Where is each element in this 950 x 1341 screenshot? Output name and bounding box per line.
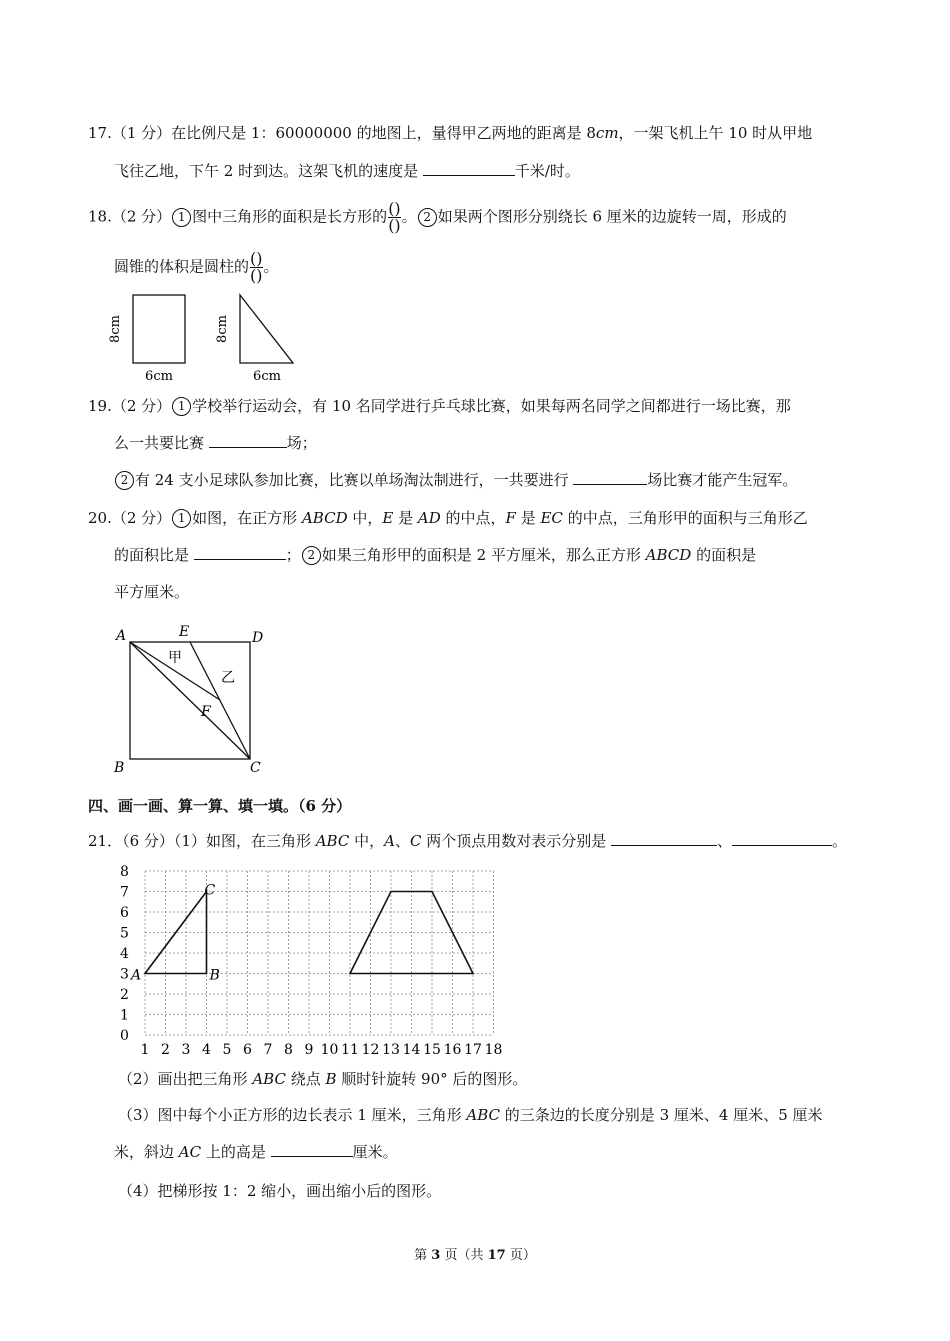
q19-answer-blank-2[interactable] <box>573 470 647 485</box>
grid-x-label: 1 <box>140 1042 150 1058</box>
label-c: C <box>250 760 261 776</box>
grid-x-label: 12 <box>361 1042 380 1058</box>
q18-line2: 圆锥的体积是圆柱的 $\frac{()}{()}$ 。 <box>114 249 279 285</box>
grid-x-axis-labels <box>141 1042 503 1058</box>
grid-x-label: 8 <box>284 1042 293 1058</box>
grid-x-label: 7 <box>263 1042 273 1058</box>
grid-y-label: 8 <box>120 864 129 880</box>
rect-height-label: 8cm <box>108 315 123 343</box>
grid-x-label: 15 <box>423 1042 441 1058</box>
q18-line1: 18.（2 分） 1 图中三角形的面积是长方形的 $\frac{()}{()}$ 。 2 如果两个图形分别绕长 6 厘米的边旋转一周，形成的 <box>88 199 787 235</box>
grid-x-label: 6 <box>243 1042 252 1058</box>
grid-y-label: 3 <box>120 966 129 983</box>
grid-label-a: A <box>131 967 142 984</box>
segment-ec <box>190 642 250 759</box>
label-e: E <box>179 624 190 640</box>
grid-x-label: 14 <box>402 1042 421 1058</box>
circled-number-1: 1 <box>172 397 191 416</box>
label-yi: 乙 <box>221 670 235 686</box>
rect-width-label: 6cm <box>145 369 173 384</box>
grid-y-label: 6 <box>120 905 129 921</box>
circled-number-1: 1 <box>172 509 191 528</box>
circled-number-2: 2 <box>302 546 321 565</box>
diagonal-ac <box>130 642 250 759</box>
grid-x-label: 4 <box>202 1042 211 1058</box>
q19-line1: 19.（2 分） 1 学校举行运动会，有 10 名同学进行乒乓球比赛，如果每两名同学之间都进行一场比赛，那 <box>88 397 791 415</box>
q17-answer-blank[interactable] <box>423 161 515 176</box>
grid-x-label: 11 <box>341 1042 359 1058</box>
triangle-shape <box>240 295 293 363</box>
page-footer: 第 3 页（共 17 页） <box>414 1248 536 1263</box>
q21-answer-blank-a[interactable] <box>611 831 717 846</box>
q20-line1: 20.（2 分） 1 如图，在正方形 ABCD 中，E 是 AD 的中点，F 是 EC 的中点，三角形甲的面积与三角形乙 <box>88 509 808 527</box>
grid-y-axis-labels <box>120 864 129 1044</box>
grid-x-label: 5 <box>222 1042 232 1058</box>
tri-width-label: 6cm <box>253 369 281 384</box>
grid-y-label: 0 <box>120 1028 129 1044</box>
label-b: B <box>114 760 125 776</box>
tri-height-label: 8cm <box>215 315 230 343</box>
grid-lines <box>145 871 494 1035</box>
section-4-heading: 四、画一画、算一算、填一填。（6 分） <box>88 797 352 815</box>
rectangle-shape <box>133 295 185 363</box>
circled-number-2: 2 <box>115 471 134 490</box>
q18-figure <box>105 285 315 385</box>
q20-line3: 平方厘米。 <box>114 583 190 601</box>
grid-y-label: 5 <box>120 925 129 942</box>
grid-x-label: 9 <box>304 1042 314 1058</box>
q18-fraction-2[interactable]: $\frac{()}{()}$ <box>250 249 263 285</box>
q21-part4: （4）把梯形按 1：2 缩小，画出缩小后的图形。 <box>118 1182 442 1200</box>
grid-x-label: 16 <box>443 1042 462 1058</box>
grid-x-label: 3 <box>181 1042 191 1058</box>
grid-y-label: 7 <box>120 884 129 901</box>
q20-square-figure <box>105 620 275 780</box>
q17-line2: 飞往乙地，下午 2 时到达。这架飞机的速度是 千米/时。 <box>114 162 580 180</box>
circled-number-2: 2 <box>418 208 437 227</box>
label-jia: 甲 <box>168 650 182 666</box>
q19-line3: 2 有 24 支小足球队参加比赛，比赛以单场淘汰制进行，一共要进行 场比赛才能产生冠军。 <box>114 470 797 490</box>
q21-part3-line1: （3）图中每个小正方形的边长表示 1 厘米，三角形 ABC 的三条边的长度分别是 3 厘米、4 厘米、5 厘米 <box>118 1106 823 1124</box>
grid-x-label: 13 <box>382 1042 400 1058</box>
q21-height-blank[interactable] <box>271 1142 353 1157</box>
q18-fraction-1[interactable]: $\frac{()}{()}$ <box>388 199 401 235</box>
q21-part2: （2）画出把三角形 ABC 绕点 B 顺时针旋转 90° 后的图形。 <box>118 1070 528 1088</box>
grid-label-b: B <box>209 967 220 984</box>
label-a: A <box>116 628 127 644</box>
grid-y-label: 2 <box>120 987 129 1003</box>
label-f: F <box>201 704 211 720</box>
grid-x-label: 10 <box>320 1042 339 1058</box>
q21-answer-blank-c[interactable] <box>732 831 832 846</box>
q21-line1: 21．（6 分）（1）如图，在三角形 ABC 中，A、C 两个顶点用数对表示分别是 、 。 <box>88 832 848 850</box>
grid-y-label: 1 <box>120 1007 129 1024</box>
q21-grid-figure <box>100 860 510 1060</box>
q19-answer-blank-1[interactable] <box>209 433 287 448</box>
grid-y-label: 4 <box>120 946 129 962</box>
grid-label-c: C <box>204 882 216 899</box>
q21-part3-line2: 米，斜边 AC 上的高是 厘米。 <box>114 1143 398 1161</box>
grid-x-label: 2 <box>161 1042 170 1058</box>
q20-answer-blank-1[interactable] <box>194 545 286 560</box>
label-d: D <box>252 630 264 646</box>
q19-line2: 么一共要比赛 场； <box>114 434 317 452</box>
grid-x-label: 18 <box>484 1042 503 1058</box>
circled-number-1: 1 <box>172 208 191 227</box>
q20-line2: 的面积比是 ； 2 如果三角形甲的面积是 2 平方厘米，那么正方形 ABCD 的面积是 <box>114 546 757 564</box>
q17-line1: 17.（1 分）在比例尺是 1：60000000 的地图上，量得甲乙两地的距离是 8cm，一架飞机上午 10 时从甲地 <box>88 124 813 142</box>
grid-x-label: 17 <box>464 1042 482 1058</box>
